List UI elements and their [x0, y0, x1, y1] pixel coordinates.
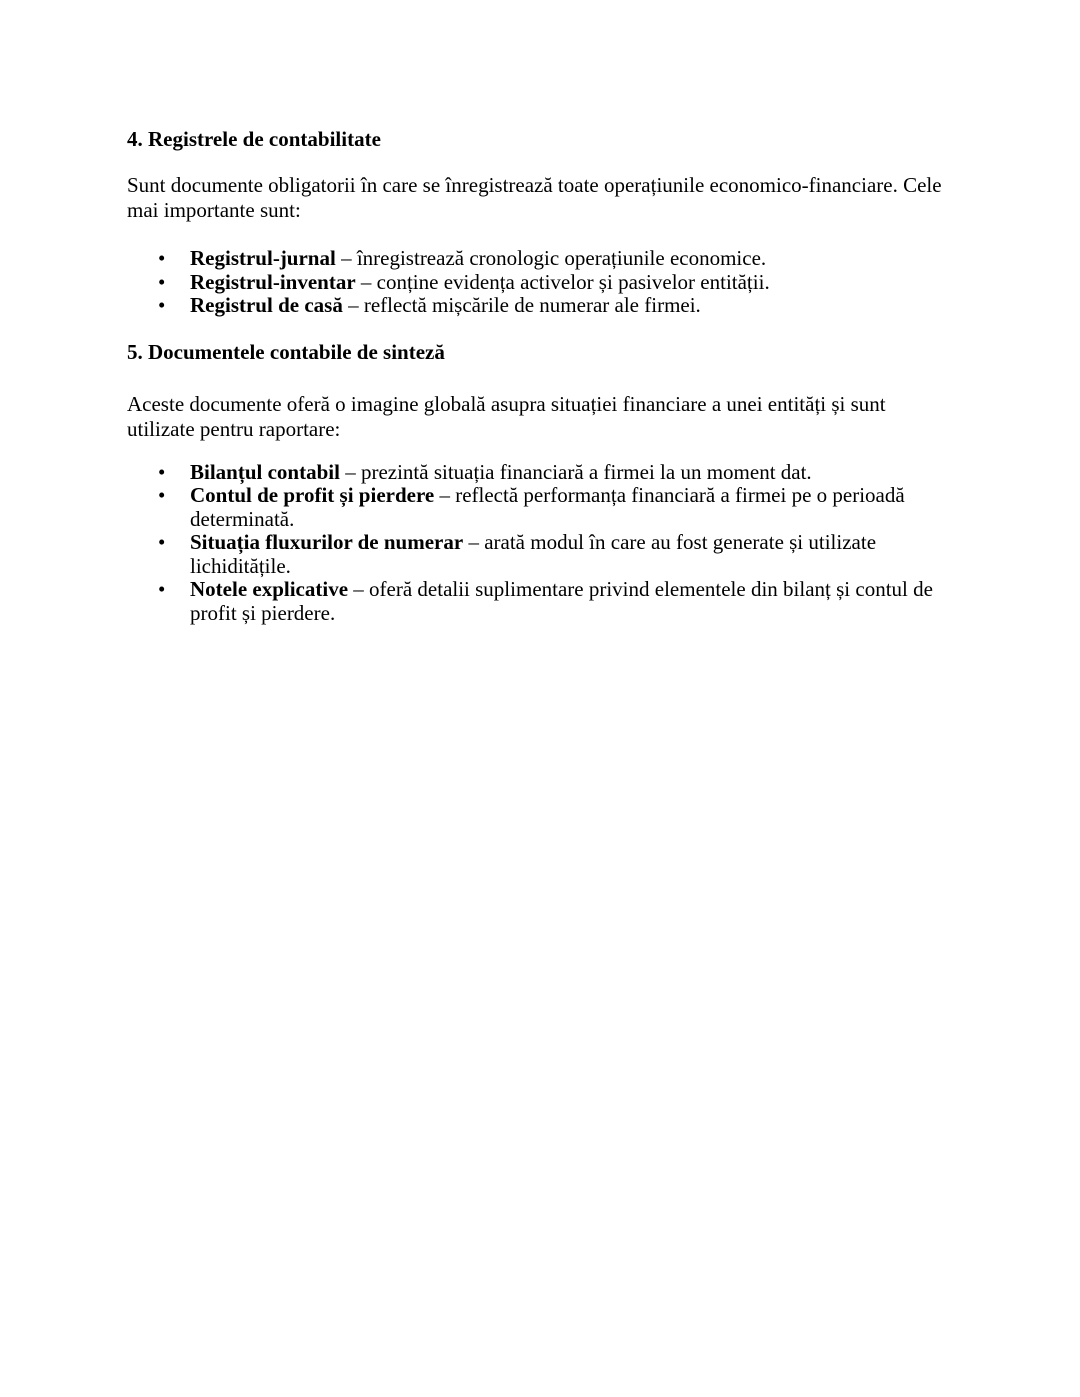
- section-intro: Aceste documente oferă o imagine globală asupra situației financiare a unei entități și sunt utilizate pentru raportare:: [127, 391, 886, 441]
- section-intro: Sunt documente obligatorii în care se înregistrează toate operațiunile economico-financiare. Cele mai importante sunt:: [127, 173, 942, 222]
- list-item-term: Situația fluxurilor de numerar: [190, 530, 464, 554]
- section-heading: 5. Documentele contabile de sinteză: [127, 339, 445, 364]
- section-heading: 4. Registrele de contabilitate: [127, 127, 381, 151]
- bullet-icon: •: [158, 483, 166, 507]
- list-item-description: – oferă detalii suplimentare privind elementele din bilanț și contul de profit și pierdere.: [190, 577, 933, 625]
- list-item-description: – reflectă performanța financiară a firmei pe o perioadă determinată.: [190, 483, 905, 531]
- list-item-term: Notele explicative: [190, 577, 349, 601]
- list-item-description: – înregistrează cronologic operațiunile economice.: [341, 246, 767, 270]
- list-item: [127, 247, 955, 271]
- document-content: [127, 127, 955, 625]
- bullet-list: [127, 247, 955, 318]
- list-item-description: – reflectă mișcările de numerar ale firmei.: [348, 293, 701, 317]
- list-item: [127, 484, 955, 531]
- bullet-icon: •: [158, 530, 166, 554]
- list-item-term: Registrul de casă: [190, 293, 343, 317]
- section-documente-sinteza: [127, 340, 955, 626]
- bullet-list: [127, 461, 955, 626]
- list-item: [127, 294, 955, 318]
- bullet-icon: •: [158, 577, 166, 601]
- bullet-icon: •: [158, 246, 166, 270]
- list-item-term: Bilanțul contabil: [190, 459, 340, 484]
- list-item: [127, 578, 955, 625]
- list-item-description: – conține evidența activelor și pasivelor entității.: [360, 269, 770, 294]
- list-item: [127, 531, 955, 578]
- list-item-description: – prezintă situația financiară a firmei la un moment dat.: [345, 459, 812, 484]
- list-item-term: Registrul-jurnal: [190, 246, 336, 270]
- bullet-icon: •: [158, 459, 166, 484]
- list-item-description: – arată modul în care au fost generate și utilizate lichiditățile.: [190, 530, 877, 578]
- list-item: [127, 461, 955, 485]
- list-item: [127, 271, 955, 295]
- bullet-icon: •: [158, 293, 166, 317]
- section-registre: [127, 127, 955, 318]
- list-item-term: Contul de profit și pierdere: [190, 483, 435, 507]
- list-item-term: Registrul-inventar: [190, 269, 356, 294]
- bullet-icon: •: [158, 269, 166, 294]
